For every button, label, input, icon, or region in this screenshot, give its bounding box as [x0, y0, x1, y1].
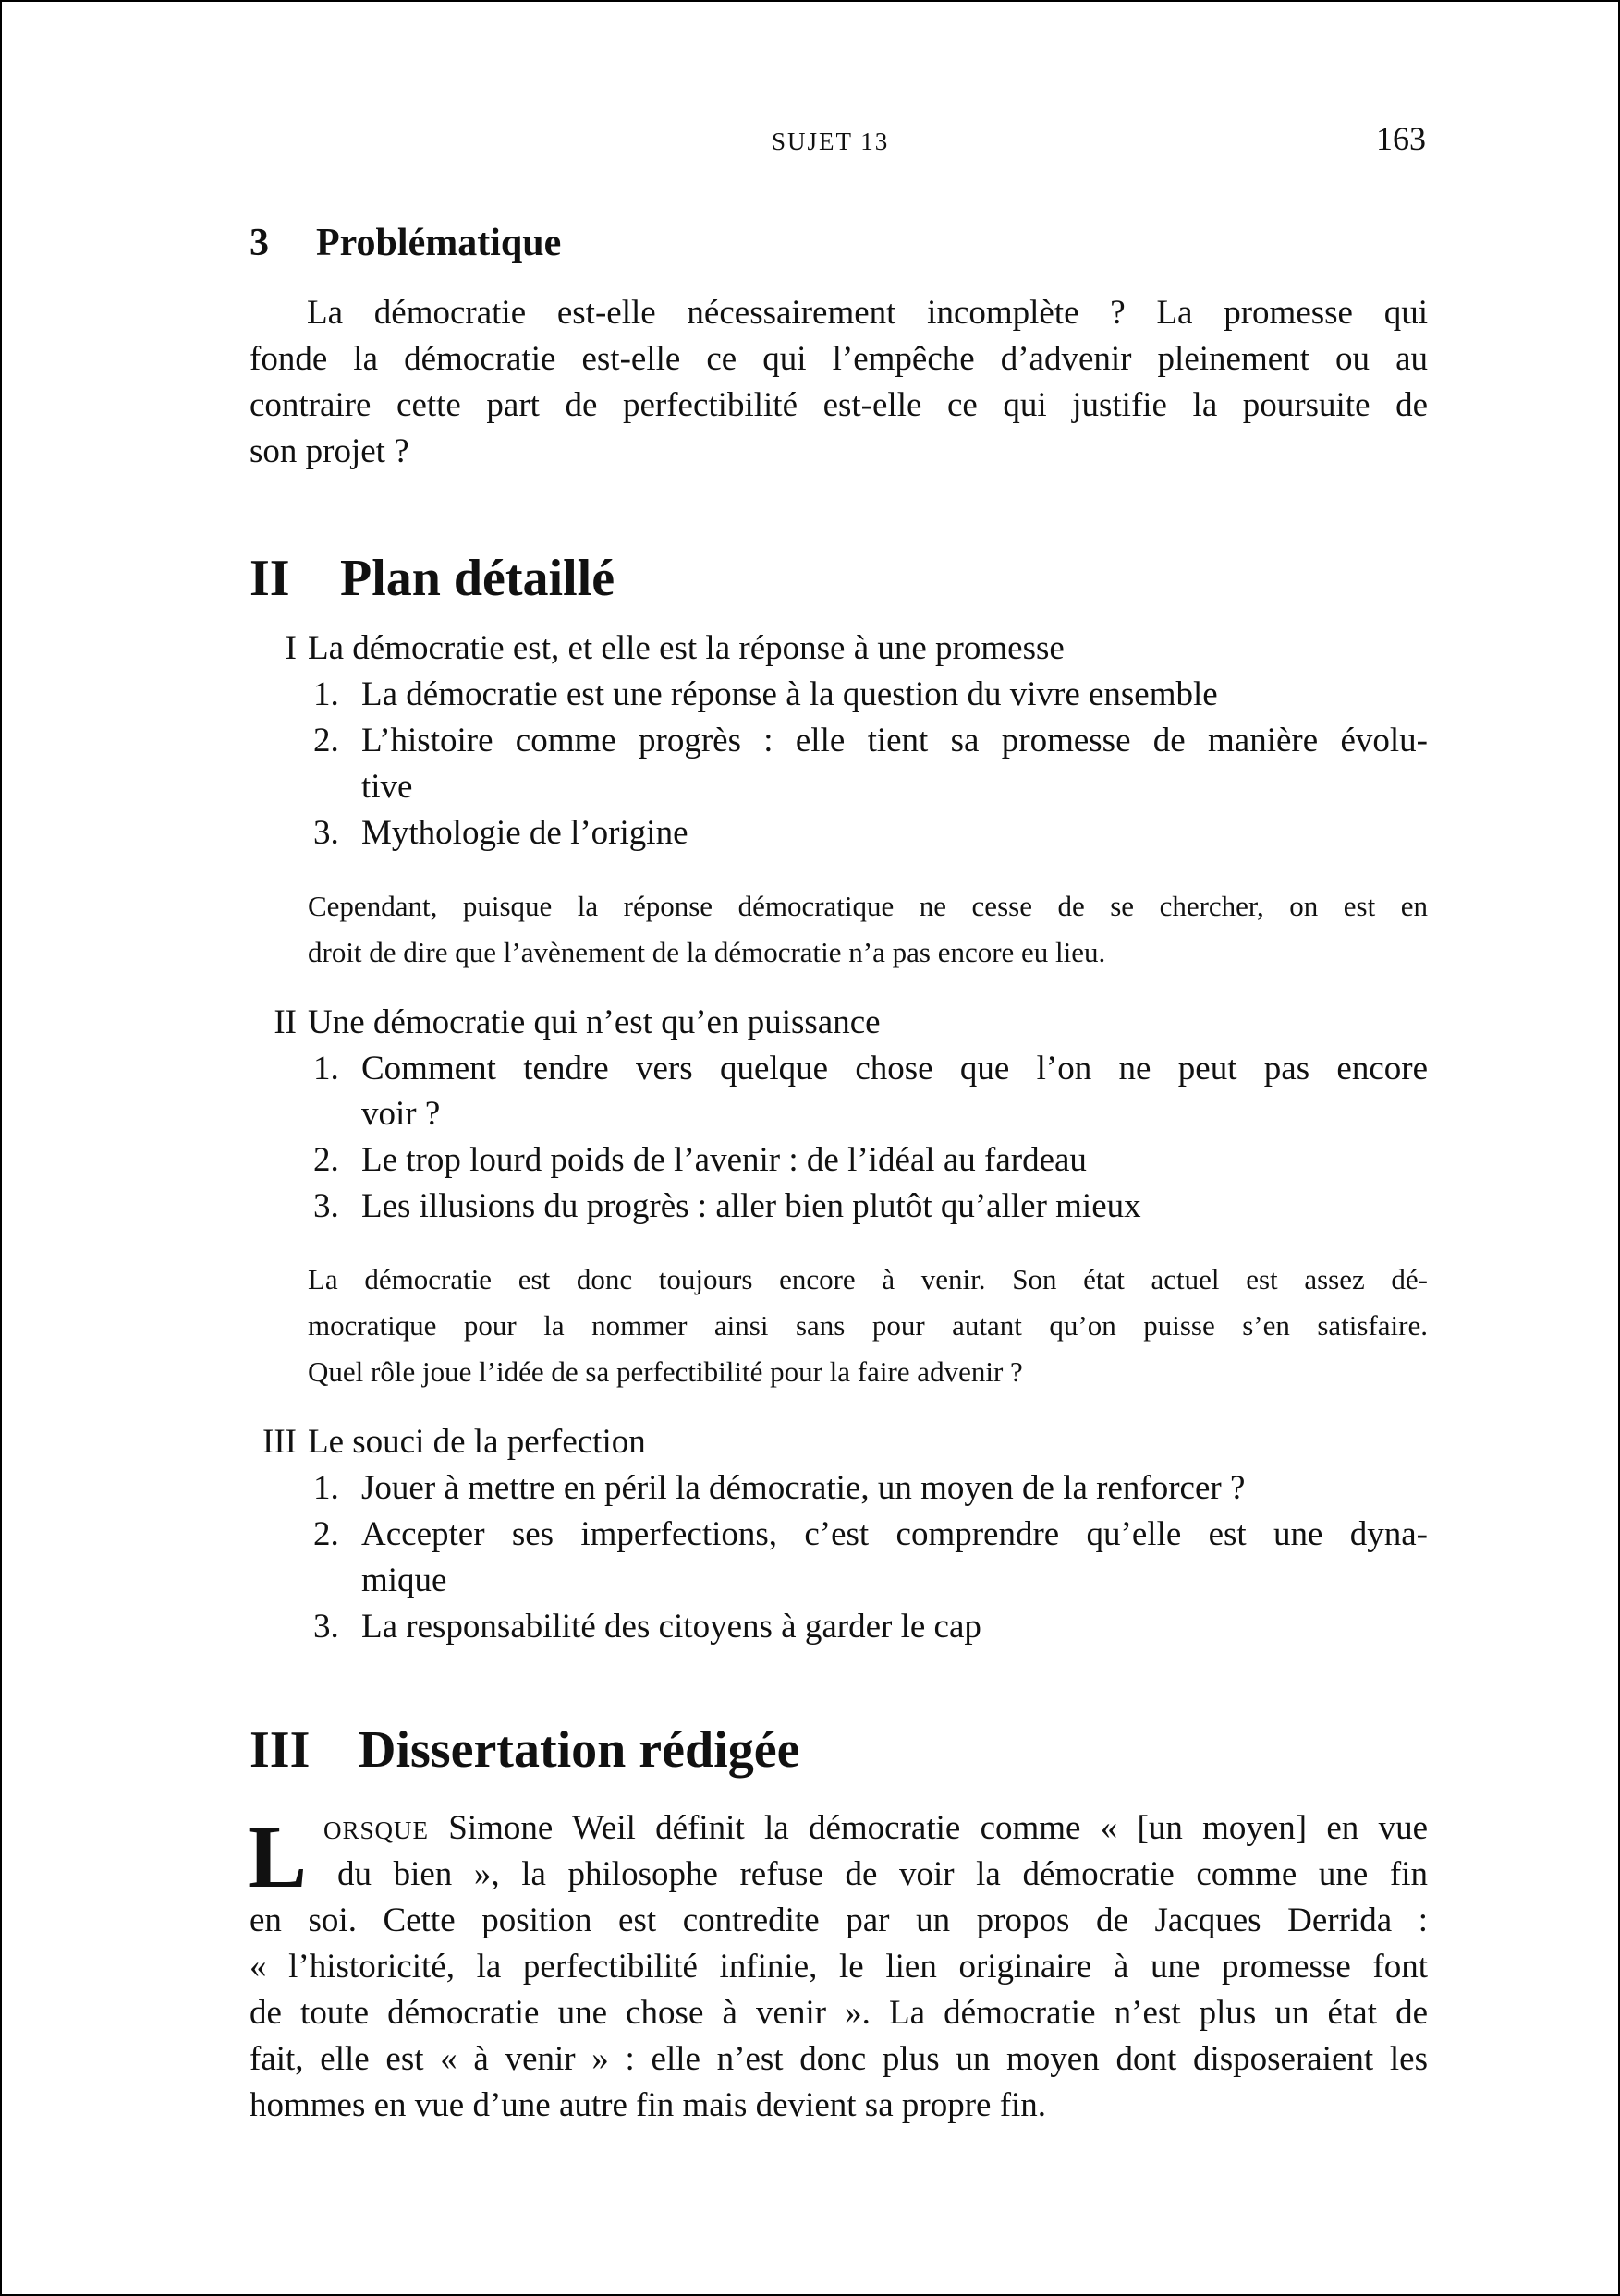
plan-part-ii — [274, 1003, 881, 1041]
section-heading-plan — [250, 550, 615, 607]
small-caps-lead: ORSQUE — [323, 1816, 430, 1844]
transition-line: Cependant, puisque la réponse démocratique ne cesse de se chercher, on est en — [308, 890, 1428, 922]
plan-item — [313, 1608, 981, 1646]
item-number: 1. — [313, 1469, 339, 1507]
section-title: Dissertation rédigée — [359, 1721, 800, 1779]
part-title: Le souci de la perfection — [308, 1423, 646, 1461]
item-text: Accepter ses imperfections, c’est comprendre qu’elle est une dyna- — [361, 1515, 1428, 1553]
part-title: Une démocratie qui n’est qu’en puissance — [308, 1003, 881, 1041]
item-text-continued: voir ? — [361, 1095, 441, 1133]
drop-cap: L — [248, 1807, 308, 1906]
item-text: Les illusions du progrès : aller bien plutôt qu’aller mieux — [361, 1187, 1141, 1225]
paragraph-line: en soi. Cette position est contredite par un propos de Jacques Derrida : — [250, 1901, 1428, 1939]
item-number: 2. — [313, 1515, 339, 1553]
item-text: Mythologie de l’origine — [361, 814, 688, 852]
paragraph-line: hommes en vue d’une autre fin mais devient sa propre fin. — [250, 2086, 1047, 2124]
page-number: 163 — [1376, 120, 1426, 157]
plan-part-i — [285, 629, 1065, 667]
paragraph-line: fonde la démocratie est-elle ce qui l’empêche d’advenir pleinement ou au — [250, 340, 1428, 378]
part-title: La démocratie est, et elle est la réponse à une promesse — [308, 629, 1065, 667]
item-text: Jouer à mettre en péril la démocratie, un moyen de la renforcer ? — [361, 1469, 1246, 1507]
subsection-number: 3 — [250, 222, 269, 264]
paragraph-text: Simone Weil définit la démocratie comme « [un moyen] en vue — [448, 1809, 1428, 1847]
paragraph-line: du bien », la philosophe refuse de voir la démocratie comme une fin — [337, 1855, 1428, 1893]
section-number: III — [250, 1721, 311, 1779]
paragraph-line: de toute démocratie une chose à venir ». La démocratie n’est plus un état de — [250, 1994, 1428, 2032]
item-number: 1. — [313, 1050, 339, 1087]
item-text-continued: mique — [361, 1561, 447, 1599]
plan-item — [313, 675, 1218, 713]
paragraph-line: contraire cette part de perfectibilité est-elle ce qui justifie la poursuite de — [250, 386, 1428, 424]
plan-item — [313, 722, 1428, 759]
item-number: 3. — [313, 1187, 339, 1225]
transition-line: La démocratie est donc toujours encore à venir. Son état actuel est assez dé- — [308, 1263, 1428, 1295]
item-text: Le trop lourd poids de l’avenir : de l’idéal au fardeau — [361, 1141, 1087, 1179]
item-number: 2. — [313, 722, 339, 759]
paragraph-line: son projet ? — [250, 432, 409, 470]
item-text: L’histoire comme progrès : elle tient sa promesse de manière évolu- — [361, 722, 1428, 759]
subsection-heading-problematique — [250, 224, 561, 262]
section-number: II — [250, 550, 290, 607]
item-number: 3. — [313, 1608, 339, 1646]
item-text-continued: tive — [361, 768, 413, 806]
plan-item — [313, 1515, 1428, 1553]
paragraph-line: fait, elle est « à venir » : elle n’est donc plus un moyen dont disposeraient les — [250, 2040, 1428, 2078]
plan-item — [313, 1469, 1246, 1507]
item-text: La démocratie est une réponse à la question du vivre ensemble — [361, 675, 1218, 713]
paragraph-line: « l’historicité, la perfectibilité infinie, le lien originaire à une promesse font — [250, 1948, 1428, 1986]
item-text: Comment tendre vers quelque chose que l’on ne peut pas encore — [361, 1050, 1428, 1087]
running-header-title: SUJET 13 — [772, 128, 890, 155]
plan-part-iii — [262, 1423, 646, 1461]
paragraph-line — [323, 1811, 1428, 1845]
transition-line: mocratique pour la nommer ainsi sans pour autant qu’on puisse s’en satisfaire. — [308, 1309, 1428, 1342]
item-number: 1. — [313, 675, 339, 713]
part-label: III — [262, 1423, 297, 1461]
item-text: La responsabilité des citoyens à garder le cap — [361, 1608, 981, 1646]
item-number: 2. — [313, 1141, 339, 1179]
plan-item — [313, 814, 688, 852]
section-heading-dissertation — [250, 1721, 800, 1779]
section-title: Plan détaillé — [340, 550, 615, 607]
plan-item — [313, 1187, 1141, 1225]
part-label: II — [274, 1003, 297, 1041]
item-number: 3. — [313, 814, 339, 852]
paragraph-line: La démocratie est-elle nécessairement incomplète ? La promesse qui — [307, 294, 1428, 332]
transition-line: Quel rôle joue l’idée de sa perfectibilité pour la faire advenir ? — [308, 1355, 1023, 1388]
plan-item — [313, 1141, 1087, 1179]
plan-item — [313, 1050, 1428, 1087]
part-label: I — [285, 629, 297, 667]
transition-line: droit de dire que l’avènement de la démocratie n’a pas encore eu lieu. — [308, 936, 1106, 968]
subsection-title: Problématique — [316, 222, 562, 264]
